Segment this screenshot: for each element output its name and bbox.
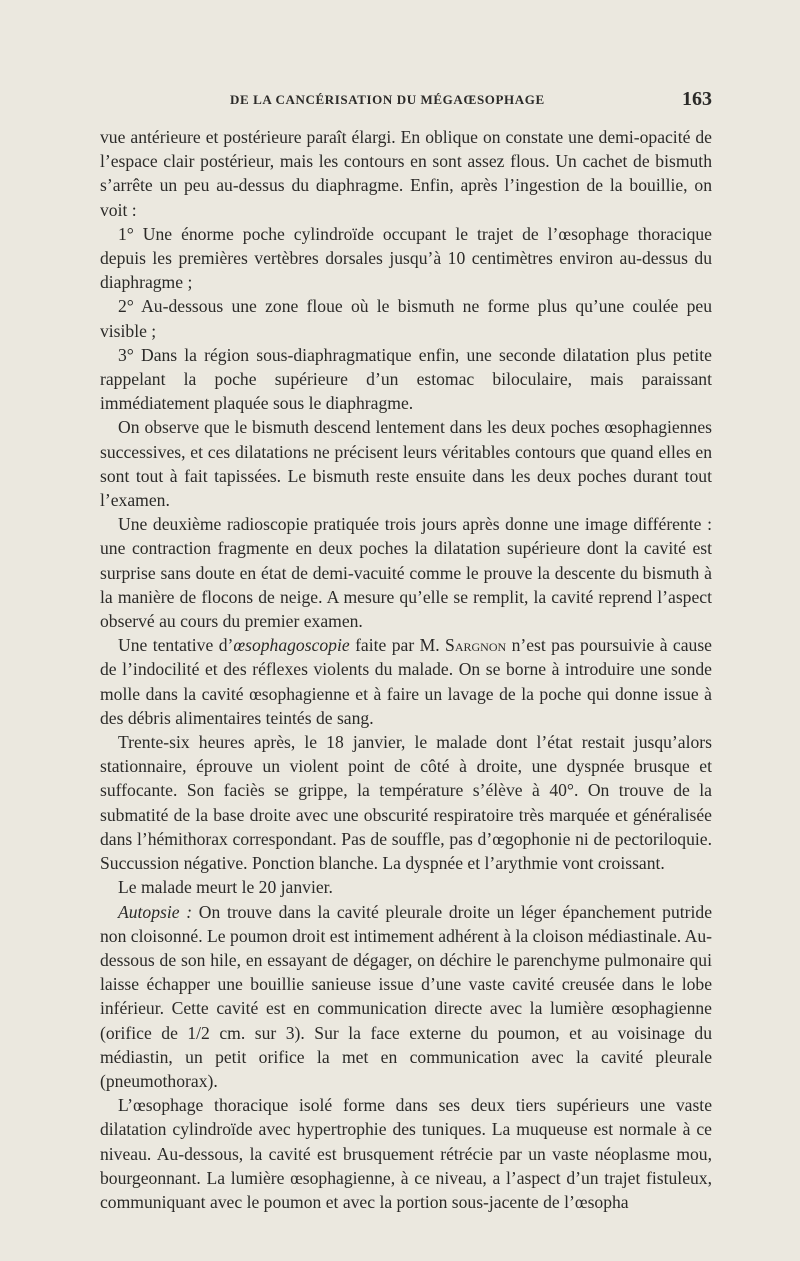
paragraph — [100, 633, 712, 730]
text-run: n’est pas poursuivie à cause de l’indocilité et des réflexes violents du malade. On se borne à introduire une sonde molle dans la cavité œsophagienne et à faire un lavage de la poche qui donne issue à des débris alimentaires teintés de sang. — [100, 635, 712, 728]
paragraph: vue antérieure et postérieure paraît élargi. En oblique on constate une demi-opacité de l’espace clair postérieur, mais les contours en sont assez flous. Un cachet de bismuth s’arrête un peu au-dessus du diaphragme. Enfin, après l’ingestion de la bouillie, on voit : — [100, 127, 712, 220]
paragraph: 1° Une énorme poche cylindroïde occupant le trajet de l’œsophage thoracique depuis les premières vertèbres dorsales jusqu’à 10 centimètres environ au-dessus du diaphragme ; — [100, 223, 712, 293]
running-title: DE LA CANCÉRISATION DU MÉGAŒSOPHAGE — [230, 92, 545, 107]
body-text — [100, 125, 712, 1214]
paragraph — [100, 900, 712, 1094]
paragraph: Trente-six heures après, le 18 janvier, le malade dont l’état restait jusqu’alors stationnaire, éprouve un violent point de côté à droite, une dyspnée brusque et suffocante. Son faciès se grippe, la température s’élève à 40°. On trouve de la submatité de la base droite avec une obscurité respiratoire très marquée et généralisée dans l’hémithorax correspondant. Pas de souffle, pas d’œgophonie ni de pectoriloquie. Succussion négative. Ponction blanche. La dyspnée et l’arythmie vont croissant. — [100, 732, 712, 874]
author-name: Sargnon — [445, 635, 507, 656]
page-header — [100, 88, 712, 114]
page-number: 163 — [682, 88, 712, 110]
paragraph: 2° Au-dessous une zone floue où le bismuth ne forme plus qu’une coulée peu visible ; — [100, 296, 712, 341]
italic-term: œsophagoscopie — [233, 635, 350, 656]
paragraph: Une deuxième radioscopie pratiquée trois jours après donne une image différente : une contraction fragmente en deux poches la dilatation supérieure dont la cavité est surprise sans doute en état de demi-vacuité comme le prouve la descente du bismuth à la manière de flocons de neige. A mesure qu’elle se remplit, la cavité reprend l’aspect observé au cours du premier examen. — [100, 514, 712, 632]
paragraph: 3° Dans la région sous-diaphragmatique enfin, une seconde dilatation plus petite rappelant la poche supérieure d’un estomac biloculaire, mais paraissant immédiatement plaquée sous le diaphragme. — [100, 344, 712, 414]
text-run: On trouve dans la cavité pleurale droite un léger épanchement putride non cloisonné. Le poumon droit est intimement adhérent à la cloison médiastinale. Au-dessous de son hile, en essayant de dégager, on déchire le parenchyme pulmonaire qui laisse échapper une bouillie sanieuse issue d’une vaste cavité creusée dans le lobe inférieur. Cette cavité est en communication directe avec la lumière œsophagienne (orifice de 1/2 cm. sur 3). Sur la face externe du poumon, et au voisinage du médiastin, un petit orifice la met en communication avec la cavité pleurale (pneumothorax). — [100, 901, 712, 1091]
text-run: faite par M. — [349, 635, 446, 656]
paragraph: On observe que le bismuth descend lentement dans les deux poches œsophagiennes successives, et ces dilatations ne précisent leurs véritables contours que quand elles en sont tout à fait tapissées. Le bismuth reste ensuite dans les deux poches durant tout l’examen. — [100, 417, 712, 511]
section-label: Autopsie : — [118, 901, 193, 922]
paragraph: Le malade meurt le 20 janvier. — [118, 877, 333, 898]
paragraph: L’œsophage thoracique isolé forme dans ses deux tiers supérieurs une vaste dilatation cylindroïde avec hypertrophie des tuniques. La muqueuse est normale à ce niveau. Au-dessous, la cavité est brusquement rétrécie par un vaste néoplasme mou, bourgeonnant. La lumière œsophagienne, à ce niveau, a l’aspect d’un trajet fistuleux, communiquant avec le poumon et avec la portion sous-jacente de l’œsopha — [100, 1095, 712, 1212]
text-run: Une tentative d’ — [118, 635, 234, 656]
